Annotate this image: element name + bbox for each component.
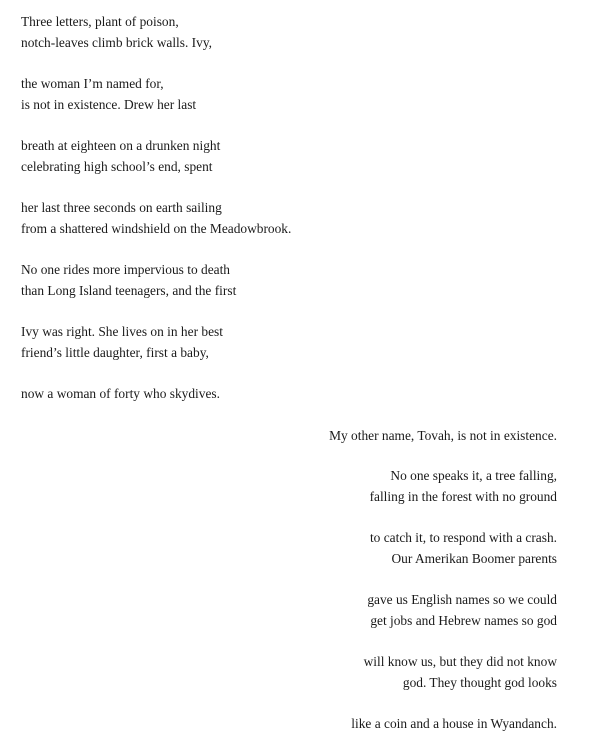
poem-line: is not in existence. Drew her last — [21, 97, 197, 112]
right-stanza-1 — [197, 425, 557, 446]
poem-line: will know us, but they did not know — [363, 654, 557, 669]
poem-line: Our Amerikan Boomer parents — [391, 551, 557, 566]
left-stanza-5 — [21, 259, 381, 301]
poem-line: her last three seconds on earth sailing — [21, 200, 222, 215]
poem-line: from a shattered windshield on the Meadowbrook. — [21, 221, 292, 236]
poem-line: No one rides more impervious to death — [21, 262, 230, 277]
poem-line: to catch it, to respond with a crash. — [369, 530, 557, 545]
left-stanza-1 — [21, 11, 381, 53]
left-stanza-4 — [21, 197, 381, 239]
left-stanza-2 — [21, 73, 381, 115]
poem-line: falling in the forest with no ground — [369, 489, 557, 504]
left-stanza-3 — [21, 135, 381, 177]
poem-line: god. They thought god looks — [402, 675, 557, 690]
poem-line: gave us English names so we could — [367, 592, 557, 607]
right-stanza-5 — [197, 651, 557, 693]
poem-line: celebrating high school’s end, spent — [21, 159, 213, 174]
poem-line: Ivy was right. She lives on in her best — [21, 324, 223, 339]
poem-line: No one speaks it, a tree falling, — [390, 468, 557, 483]
poem-line: like a coin and a house in Wyandanch. — [351, 716, 557, 731]
right-stanza-3 — [197, 527, 557, 569]
poem-line: Three letters, plant of poison, — [21, 14, 179, 29]
right-stanza-2 — [197, 465, 557, 507]
poem-line: get jobs and Hebrew names so god — [370, 613, 557, 628]
poem-line: My other name, Tovah, is not in existence. — [329, 428, 557, 443]
poem-line: the woman I’m named for, — [21, 76, 164, 91]
left-stanza-7 — [21, 383, 381, 404]
poem-line: notch-leaves climb brick walls. Ivy, — [21, 35, 213, 50]
right-stanza-4 — [197, 589, 557, 631]
left-stanza-6 — [21, 321, 381, 363]
right-stanza-6 — [197, 713, 557, 734]
poem-line: than Long Island teenagers, and the first — [21, 283, 237, 298]
poem-line: friend’s little daughter, first a baby, — [21, 345, 209, 360]
poem-line: now a woman of forty who skydives. — [21, 386, 220, 401]
poem-line: breath at eighteen on a drunken night — [21, 138, 221, 153]
